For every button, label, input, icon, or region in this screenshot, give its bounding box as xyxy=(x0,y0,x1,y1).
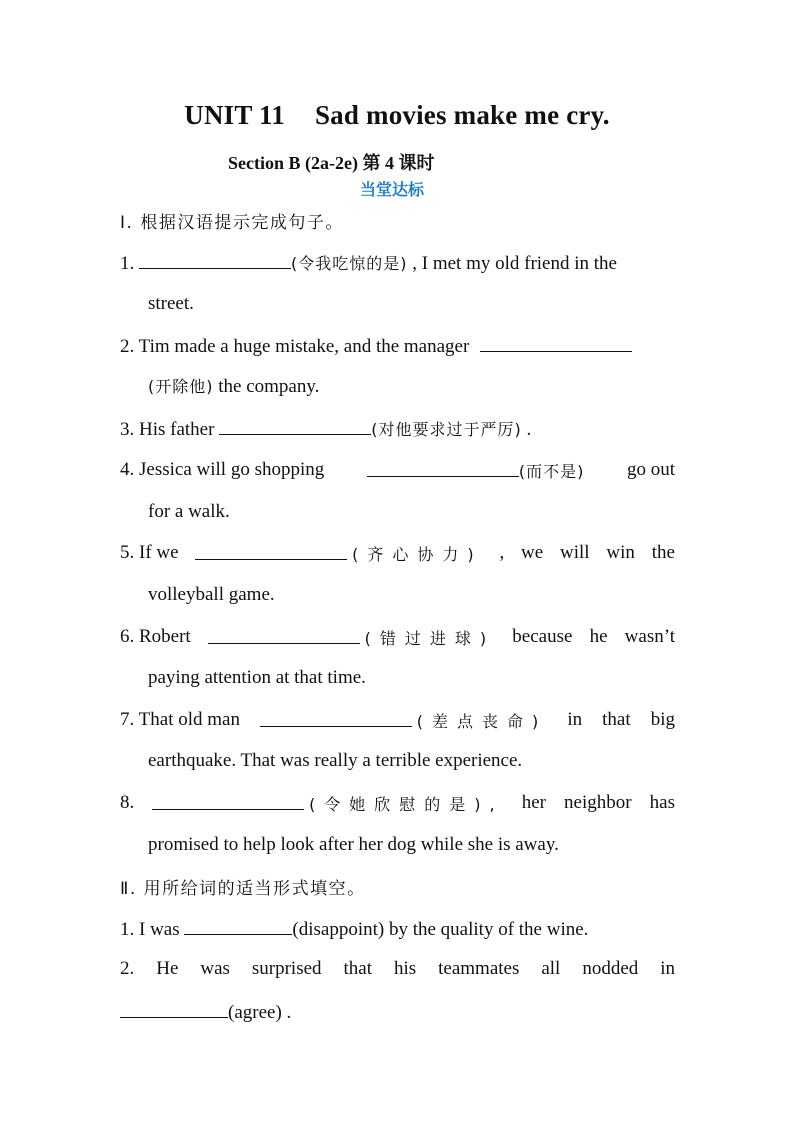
hint: (对他要求过于严厉) xyxy=(371,420,522,439)
question-2: 2. Tim made a huge mistake, and the manager xyxy=(120,333,675,359)
part2-question-2-cont: (agree) . xyxy=(120,999,675,1025)
answer-blank[interactable] xyxy=(219,416,371,435)
question-1: 1. (令我吃惊的是) , I met my old friend in the xyxy=(120,250,675,276)
hint: (齐心协力) xyxy=(352,545,483,564)
question-5-cont: volleyball game. xyxy=(148,584,275,605)
question-6-cont: paying attention at that time. xyxy=(148,667,366,688)
part2-question-2: 2. He was surprised that his teammates all nodded in xyxy=(120,958,675,979)
question-4-cont: for a walk. xyxy=(148,501,230,522)
answer-blank[interactable] xyxy=(120,999,228,1018)
part2-question-1: 1. I was (disappoint) by the quality of the wine. xyxy=(120,916,675,942)
given-word: (agree) xyxy=(228,1002,282,1023)
question-2-cont: (开除他) the company. xyxy=(148,376,320,397)
answer-blank[interactable] xyxy=(152,791,304,810)
part1-heading: Ⅰ. 根据汉语提示完成句子。 xyxy=(120,213,344,233)
hint: (开除他) xyxy=(148,377,214,396)
answer-blank[interactable] xyxy=(260,708,412,727)
page-title xyxy=(0,100,794,131)
answer-blank[interactable] xyxy=(195,541,347,560)
question-5: 5. If we (齐心协力) , we will win the xyxy=(120,542,675,564)
hint: (令我吃惊的是) xyxy=(291,254,408,273)
question-7-cont: earthquake. That was really a terrible experience. xyxy=(148,750,523,771)
hint: (错过进球) xyxy=(364,629,496,648)
unit-label: UNIT 11 xyxy=(184,100,285,130)
unit-name: Sad movies make me cry. xyxy=(314,100,610,130)
given-word: (disappoint) xyxy=(292,919,385,940)
answer-blank[interactable] xyxy=(480,333,632,352)
exercise-tag: 当堂达标 xyxy=(360,180,425,199)
hint: (差点丧命) xyxy=(416,712,548,731)
part2-heading: Ⅱ. 用所给词的适当形式填空。 xyxy=(120,879,366,899)
hint: (令她欣慰的是), xyxy=(309,795,504,814)
question-3: 3. His father (对他要求过于严厉) . xyxy=(120,416,675,442)
answer-blank[interactable] xyxy=(184,916,292,935)
answer-blank[interactable] xyxy=(208,625,360,644)
question-1-cont: street. xyxy=(148,293,194,314)
question-6: 6. Robert (错过进球) because he wasn’t xyxy=(120,626,675,648)
question-8: 8. (令她欣慰的是), her neighbor has xyxy=(120,792,675,814)
section-subtitle: Section B (2a-2e) 第 4 课时 xyxy=(228,153,435,173)
answer-blank[interactable] xyxy=(367,458,519,477)
answer-blank[interactable] xyxy=(139,250,291,269)
question-7: 7. That old man (差点丧命) in that big xyxy=(120,709,675,731)
hint: (而不是) xyxy=(518,462,585,481)
question-8-cont: promised to help look after her dog while she is away. xyxy=(148,834,559,855)
question-4: 4. Jessica will go shopping (而不是) go out xyxy=(120,459,675,481)
